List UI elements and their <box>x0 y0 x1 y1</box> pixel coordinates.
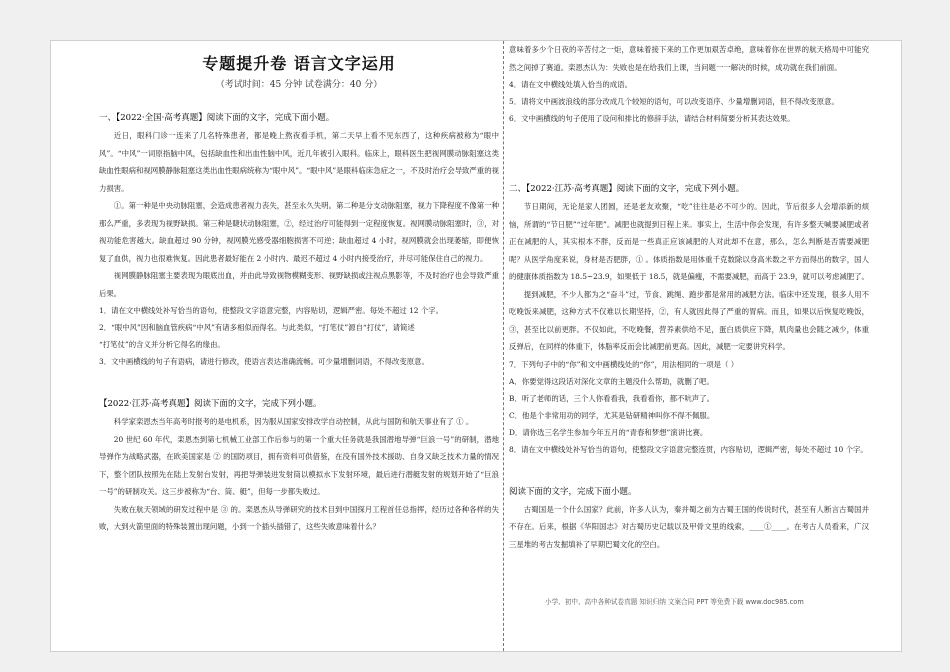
option-d: D．请你选三名学生参加今年五月的“青春和梦想”演讲比赛。 <box>509 427 708 437</box>
exam-page <box>50 40 902 652</box>
option-a: A．你要觉得这段话对深化文章的主题没什么帮助，就删了吧。 <box>509 376 714 386</box>
passage-paragraph: 科学家栾恩杰当年高考时报考的是电机系，因为服从国家安排改学自动控制，从此与国防和航天事业有了 ① 。 <box>113 417 474 426</box>
passage-paragraph: 近日，眼科门诊一连来了几名特殊患者，都是晚上熬夜看手机，第二天早上看不见东西了，这种疾病被称为“眼中风”。“中风”一词原指脑中风，包括缺血性和出血性脑中风，近几年被引入眼科。临床上，眼科医生把视网膜动脉阻塞这类缺血性眼病和视网膜静脉阻塞这类出血性眼病统称为“眼中风”。“眼中风”是眼科临床急症之一，不及时治疗会导致严重的视力损害。 <box>99 131 499 193</box>
question-7: 7．下列句子中的“你”和文中画横线处的“你”，用法相同的一项是（ ） <box>509 359 739 369</box>
passage-paragraph: 失败在航天领域的研发过程中是 ③ 的。栾恩杰从导弹研究的技术目到中国探月工程首任总指挥，经历过各种各样的失败，大到火箭里面的特殊装置出现问题，小到一个插头插错了，这些失败意味着什么？ <box>99 504 499 531</box>
question-8: 8．请在文中横线处补写恰当的语句，使整段文字语意完整连贯，内容贴切，逻辑严密，每处不超过 10 个字。 <box>509 444 868 454</box>
question-6: 6．文中画横线的句子使用了设问和排比的修辞手法，请结合材料简要分析其表达效果。 <box>509 114 795 123</box>
option-c: C．他是个非常用功的同学，尤其是钻研精神叫你不得不佩服。 <box>509 410 715 420</box>
section-heading: 一、【2022·全国·高考真题】阅读下面的文字，完成下面小题。 <box>99 113 335 123</box>
page-subtitle: （考试时间：45 分钟 试卷满分：40 分） <box>215 80 383 90</box>
right-column <box>509 41 869 651</box>
passage-paragraph: 视网膜静脉阻塞主要表现为眼底出血，并由此导致视物模糊变形、视野缺损或注视点黑影等，不及时治疗也会导致严重后果。 <box>99 271 499 298</box>
column-divider <box>503 41 504 651</box>
passage-paragraph: 意味着多少个日夜的辛苦付之一炬，意味着接下来的工作更加艰苦卓绝，意味着你在世界的航天格局中可能究然之间掉了赛道。栾恩杰认为：失败也是在给我们上课，当问题一一解决的时候，成功就在我们前面。 <box>509 45 869 72</box>
section-heading: 【2022·江苏·高考真题】阅读下面的文字，完成下列小题。 <box>99 399 322 409</box>
question-1: 1．请在文中横线处补写恰当的语句，使整段文字语意完整，内容贴切，逻辑严密。每处不超过 12 个字。 <box>99 306 443 315</box>
question-5: 5．请将文中画波浪线的部分改成几个较短的语句，可以改变语序、少量增删词语，但不得改变原意。 <box>509 97 839 106</box>
footer-text: 小学、初中、高中各种试卷真题 知识归纳 文案合同 PPT 等免费下载 www.doc985.com <box>545 598 804 606</box>
passage-paragraph: 节日期间，无论是家人团圆，还是老友欢聚，“吃”往往是必不可少的。因此，节后很多人会增添新的烦恼，所谓的“节日肥”“过年肥”。减肥也就提到日程上来。事实上，生活中你会发现，有许多整天喊要减肥或者正在减肥的人，其实根本不胖，反而是一些真正应该减肥的人对此却不在意，那么，怎么判断是否需要减肥呢？从医学角度来说，身材是否肥胖，① 。体质指数是用体重千克数除以身高米数之平方而得出的数字，国人的健康体质指数为 18.5~23.9，如果低于 18.5，就是偏瘦，不需要减肥，而高于 23.9，就可以考虑减肥了。 <box>509 202 869 281</box>
question-2-continued: “打笔仗”的含义并分析它得名的缘由。 <box>99 340 225 349</box>
passage-paragraph: 提到减肥，不少人都为之“奋斗”过，节食、跳绳、跑步都是常用的减肥方法。临床中还发现，很多人用不吃晚饭来减肥，这种方式不仅难以长期坚持，②，有人就因此得了严重的胃病。而且，如果以后恢复吃晚饭，③，甚至比以前更胖。不仅如此，不吃晚餐，营养素供给不足，蛋白质供应下降，肌肉量也会随之减少，体重反弹后，在同样的体重下，体脂率反而会比减肥前更高。因此，减肥一定要讲究科学。 <box>509 289 869 351</box>
passage-paragraph: 古蜀国是一个什么国家？此前，许多人认为，秦并蜀之前为古蜀王国的传说时代，甚至有人断言古蜀国并不存在。后来，根据《华阳国志》对古蜀历史记载以及甲骨文里的线索，____①____。在考古人员看来，广汉三星堆的考古发掘填补了早期巴蜀文化的空白。 <box>509 504 869 549</box>
question-4: 4．请在文中横线处填入恰当的成语。 <box>509 80 632 89</box>
page-title: 专题提升卷 语言文字运用 <box>202 54 396 73</box>
option-b: B．听了老师的话，三个人你看看我，我看看你，都不吭声了。 <box>509 393 714 403</box>
passage-paragraph: 20 世纪 60 年代，栾恩杰到第七机械工业部工作后参与的第一个重大任务就是我国潜地导弹“巨浪一号”的研制，潜地导弹作为战略武器，在欧美国家是 ② 的国防项目，拥有资料可供借鉴，在没有国外技术援助、自身又缺乏技术力量的情况下，整个团队按照先在陆上发射台发射，再把导弹装进发射筒以模拟水下发射环境，最后进行潜艇发射的规划开始了“巨浪一号”的研制攻关。这三步被称为“台、筒、艇”，但每一步都失败过。 <box>99 434 499 496</box>
section-heading: 二、【2022·江苏·高考真题】阅读下面的文字，完成下列小题。 <box>509 184 745 194</box>
question-3: 3．文中画横线的句子有语病，请进行修改，使语言表达准确流畅。可少量增删词语，不得改变原意。 <box>99 357 429 366</box>
section-heading: 阅读下面的文字，完成下面小题。 <box>509 486 637 497</box>
question-2: 2．“眼中风”因和脑血管疾病“中风”有诸多相似而得名。与此类似，“打笔仗”源自“打仗”，请简述 <box>99 323 415 332</box>
passage-paragraph: ①。第一种是中央动脉阻塞，会造成患者视力丧失，甚至永久失明。第二种是分支动脉阻塞，视力下降程度不像第一种那么严重，多表现为视野缺损。第三种是睫状动脉阻塞，②，经过治疗可能得到一定程度恢复。视网膜动脉阻塞时，③，对视功能危害越大。缺血超过 90 分钟，视网膜光感受器细胞损害不可逆；缺血超过 4 小时，视网膜就会出现萎缩，即便恢复了血供，视力也很难恢复。因此患者最好能在 2 小时内、最迟不超过 4 小时内接受治疗，并尽可能保住自己的视力。 <box>99 201 499 263</box>
left-column <box>99 41 499 651</box>
